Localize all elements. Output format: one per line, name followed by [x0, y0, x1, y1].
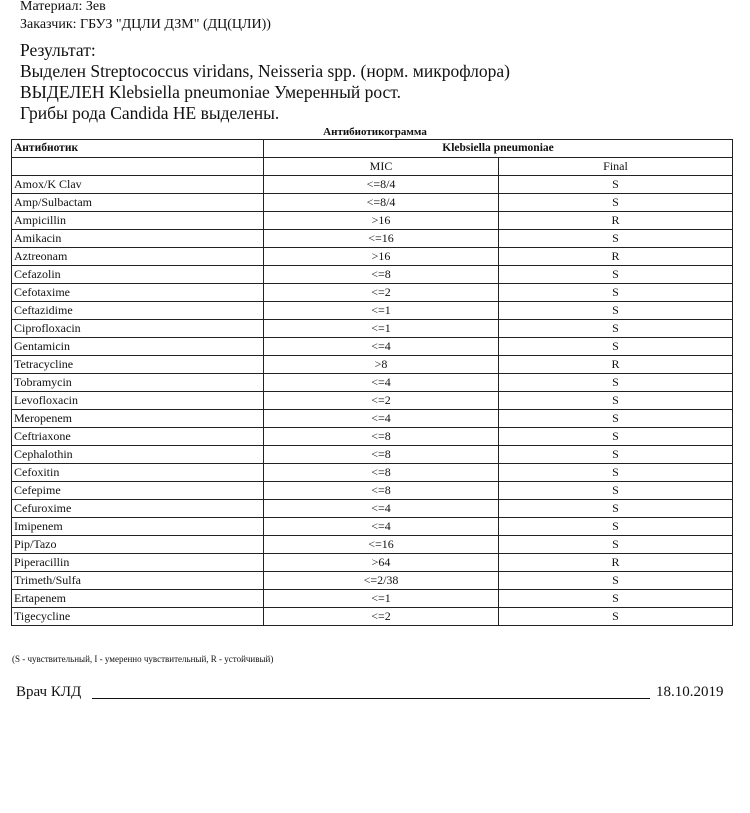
antibiotic-name-cell: Piperacillin	[12, 554, 264, 572]
mic-value-cell: <=8/4	[264, 176, 499, 194]
table-row	[12, 446, 733, 464]
mic-value-cell: <=16	[264, 230, 499, 248]
mic-value-cell: <=2/38	[264, 572, 499, 590]
antibiotic-name-cell: Ampicillin	[12, 212, 264, 230]
mic-value-cell: >16	[264, 212, 499, 230]
table-row	[12, 230, 733, 248]
mic-value-cell: <=2	[264, 608, 499, 626]
table-row	[12, 518, 733, 536]
final-result-cell: S	[499, 284, 733, 302]
mic-value-cell: <=1	[264, 320, 499, 338]
final-result-cell: S	[499, 536, 733, 554]
result-label: Результат:	[20, 40, 96, 60]
final-result-cell: S	[499, 572, 733, 590]
final-result-cell: R	[499, 356, 733, 374]
result-line-1: Выделен Streptococcus viridans, Neisseria spp. (норм. микрофлора)	[20, 61, 510, 81]
antibiotic-name-cell: Ciprofloxacin	[12, 320, 264, 338]
antibiotic-name-cell: Aztreonam	[12, 248, 264, 266]
table-row	[12, 554, 733, 572]
final-result-cell: S	[499, 518, 733, 536]
table-row	[12, 500, 733, 518]
final-result-cell: S	[499, 302, 733, 320]
final-result-cell: S	[499, 482, 733, 500]
mic-value-cell: >64	[264, 554, 499, 572]
antibiotic-name-cell: Ceftazidime	[12, 302, 264, 320]
antibiotic-name-cell: Cefepime	[12, 482, 264, 500]
antibiotic-name-cell: Pip/Tazo	[12, 536, 264, 554]
mic-value-cell: <=1	[264, 302, 499, 320]
final-result-cell: S	[499, 194, 733, 212]
antibiotic-name-cell: Meropenem	[12, 410, 264, 428]
table-subheader-row	[12, 158, 733, 176]
antibiotic-name-cell: Gentamicin	[12, 338, 264, 356]
table-row	[12, 212, 733, 230]
antibiotic-name-cell: Cefuroxime	[12, 500, 264, 518]
antibiotic-name-cell: Trimeth/Sulfa	[12, 572, 264, 590]
doctor-label: Врач КЛД	[16, 684, 82, 700]
table-row	[12, 302, 733, 320]
mic-value-cell: >8	[264, 356, 499, 374]
final-result-cell: R	[499, 248, 733, 266]
final-result-cell: S	[499, 410, 733, 428]
table-row	[12, 248, 733, 266]
antibiotic-name-cell: Amikacin	[12, 230, 264, 248]
mic-value-cell: <=2	[264, 392, 499, 410]
table-row	[12, 482, 733, 500]
antibiotic-name-cell: Tobramycin	[12, 374, 264, 392]
table-row	[12, 374, 733, 392]
final-result-cell: S	[499, 266, 733, 284]
final-result-cell: R	[499, 554, 733, 572]
final-result-cell: S	[499, 590, 733, 608]
mic-value-cell: <=8	[264, 446, 499, 464]
mic-value-cell: <=8	[264, 428, 499, 446]
antibiotic-name-cell: Ceftriaxone	[12, 428, 264, 446]
antibiotic-name-cell: Cefotaxime	[12, 284, 264, 302]
antibiotic-name-cell: Ertapenem	[12, 590, 264, 608]
table-row	[12, 608, 733, 626]
result-line-2: ВЫДЕЛЕН Klebsiella pneumoniae Умеренный рост.	[20, 82, 401, 102]
mic-value-cell: <=8/4	[264, 194, 499, 212]
mic-value-cell: <=8	[264, 266, 499, 284]
final-result-cell: R	[499, 212, 733, 230]
table-row	[12, 464, 733, 482]
antibiotic-name-cell: Cefoxitin	[12, 464, 264, 482]
mic-value-cell: <=4	[264, 374, 499, 392]
subheader-empty-cell	[12, 158, 264, 176]
report-date: 18.10.2019	[656, 684, 724, 700]
table-row	[12, 320, 733, 338]
final-result-cell: S	[499, 428, 733, 446]
table-row	[12, 410, 733, 428]
mic-value-cell: <=8	[264, 482, 499, 500]
antibiogram-title: Антибиотикограмма	[323, 126, 427, 138]
antibiotic-name-cell: Cefazolin	[12, 266, 264, 284]
mic-value-cell: <=4	[264, 518, 499, 536]
final-result-cell: S	[499, 464, 733, 482]
table-row	[12, 194, 733, 212]
table-row	[12, 356, 733, 374]
final-result-cell: S	[499, 338, 733, 356]
table-row	[12, 284, 733, 302]
signature-line	[92, 698, 650, 699]
table-row	[12, 536, 733, 554]
antibiotic-name-cell: Cephalothin	[12, 446, 264, 464]
antibiotic-name-cell: Levofloxacin	[12, 392, 264, 410]
antibiotic-name-cell: Imipenem	[12, 518, 264, 536]
final-result-cell: S	[499, 320, 733, 338]
antibiotic-name-cell: Tetracycline	[12, 356, 264, 374]
final-result-cell: S	[499, 446, 733, 464]
material-line: Материал: Зев	[20, 0, 106, 14]
mic-value-cell: <=4	[264, 410, 499, 428]
table-row	[12, 266, 733, 284]
result-line-3: Грибы рода Candida НЕ выделены.	[20, 103, 280, 123]
final-result-cell: S	[499, 374, 733, 392]
mic-value-cell: <=4	[264, 338, 499, 356]
final-result-cell: S	[499, 500, 733, 518]
final-result-cell: S	[499, 392, 733, 410]
antibiotic-name-cell: Amox/K Clav	[12, 176, 264, 194]
final-result-cell: S	[499, 176, 733, 194]
final-result-cell: S	[499, 608, 733, 626]
antibiogram-table	[11, 139, 733, 626]
mic-value-cell: <=4	[264, 500, 499, 518]
table-row	[12, 428, 733, 446]
table-row	[12, 590, 733, 608]
mic-value-cell: <=16	[264, 536, 499, 554]
final-result-cell: S	[499, 230, 733, 248]
table-header-row	[12, 140, 733, 158]
mic-value-cell: <=2	[264, 284, 499, 302]
final-column-header: Final	[499, 158, 733, 176]
legend-note: (S - чувствительный, I - умеренно чувствительный, R - устойчивый)	[12, 654, 274, 664]
table-row	[12, 572, 733, 590]
table-row	[12, 392, 733, 410]
mic-value-cell: >16	[264, 248, 499, 266]
antibiotic-name-cell: Amp/Sulbactam	[12, 194, 264, 212]
antibiotic-name-cell: Tigecycline	[12, 608, 264, 626]
table-row	[12, 176, 733, 194]
mic-value-cell: <=1	[264, 590, 499, 608]
mic-column-header: MIC	[264, 158, 499, 176]
antibiogram-body	[12, 176, 733, 626]
table-row	[12, 338, 733, 356]
customer-line: Заказчик: ГБУЗ "ДЦЛИ ДЗМ" (ДЦ(ЦЛИ))	[20, 17, 271, 32]
antibiotic-column-header: Антибиотик	[12, 140, 264, 158]
organism-header: Klebsiella pneumoniae	[264, 140, 733, 158]
mic-value-cell: <=8	[264, 464, 499, 482]
